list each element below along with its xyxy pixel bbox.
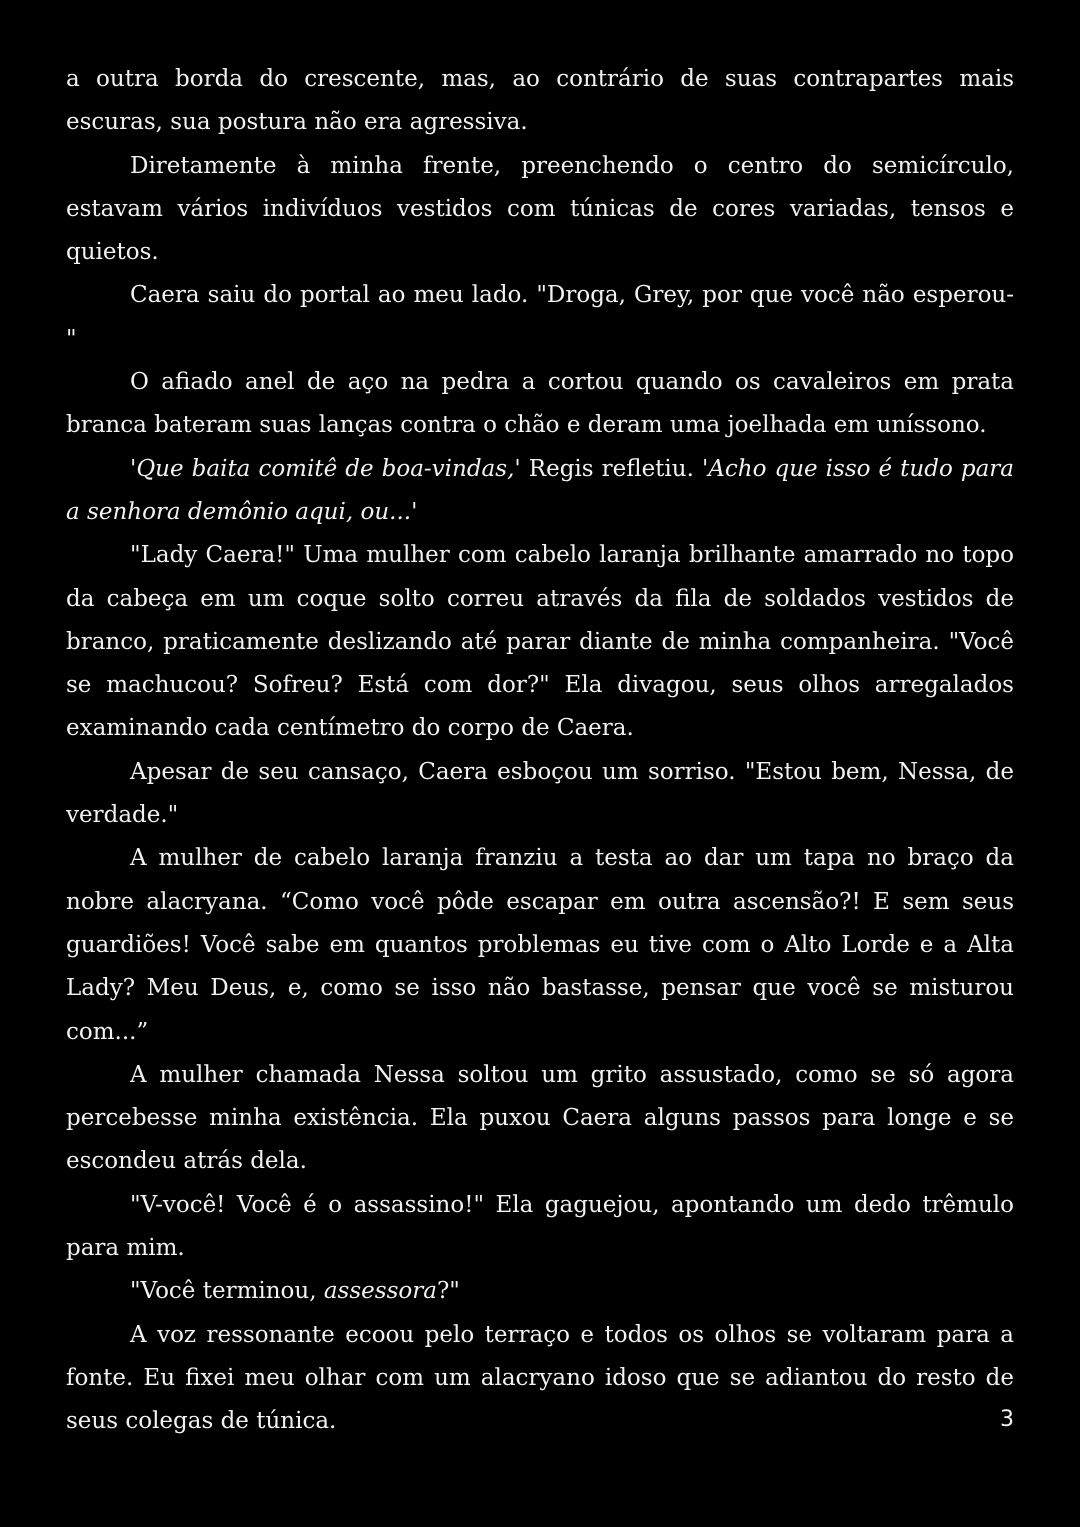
- narration: Regis refletiu.: [520, 455, 702, 482]
- paragraph: O afiado anel de aço na pedra a cortou quando os cavaleiros em prata branca bateram suas lanças contra o chão e deram uma joelhada em uníssono.: [66, 369, 1014, 439]
- italic-word: assessora: [323, 1278, 437, 1305]
- paragraph: A mulher chamada Nessa soltou um grito assustado, como se só agora percebesse minha existência. Ela puxou Caera alguns passos para longe e se escondeu atrás dela.: [66, 1061, 1014, 1175]
- paragraph: "Lady Caera!" Uma mulher com cabelo laranja brilhante amarrado no topo da cabeça em um coque solto correu através da fila de soldados vestidos de branco, praticamente deslizando até parar diante de minha companheira. "Você se machucou? Sofreu? Está com dor?" Ela divagou, seus olhos arregalados examinando cada centímetro do corpo de Caera.: [66, 542, 1014, 742]
- paragraph: Diretamente à minha frente, preenchendo o centro do semicírculo, estavam vários indivíduos vestidos com túnicas de cores variadas, tensos e quietos.: [66, 152, 1014, 266]
- italic-thought: 'Acho que isso é tudo para a senhora demônio aqui, ou...': [66, 455, 1014, 525]
- paragraph-thought: [66, 448, 1014, 535]
- italic-thought: 'Que baita comitê de boa-vindas,': [130, 455, 521, 482]
- paragraph: Apesar de seu cansaço, Caera esboçou um sorriso. "Estou bem, Nessa, de verdade.": [66, 758, 1014, 829]
- page-number: 3: [1000, 1407, 1014, 1432]
- paragraph: Caera saiu do portal ao meu lado. "Droga, Grey, por que você não esperou-": [66, 282, 1014, 352]
- dialogue-text: ?": [436, 1278, 460, 1305]
- paragraph-continuation: a outra borda do crescente, mas, ao contrário de suas contrapartes mais escuras, sua postura não era agressiva.: [66, 66, 1014, 136]
- paragraph: A mulher de cabelo laranja franziu a testa ao dar um tapa no braço da nobre alacryana. “Como você pôde escapar em outra ascensão?! E sem seus guardiões! Você sabe em quantos problemas eu tive com o Alto Lorde e a Alta Lady? Meu Deus, e, como se isso não bastasse, pensar que você se misturou com...”: [66, 845, 1014, 1045]
- paragraph: "V-você! Você é o assassino!" Ela gaguejou, apontando um dedo trêmulo para mim.: [66, 1191, 1014, 1262]
- paragraph: A voz ressonante ecoou pelo terraço e todos os olhos se voltaram para a fonte. Eu fixei meu olhar com um alacryano idoso que se adiantou do resto de seus colegas de túnica.: [66, 1321, 1014, 1435]
- document-page: [66, 58, 1014, 1444]
- paragraph-dialogue: [66, 1270, 1014, 1313]
- dialogue-text: "Você terminou,: [130, 1278, 324, 1305]
